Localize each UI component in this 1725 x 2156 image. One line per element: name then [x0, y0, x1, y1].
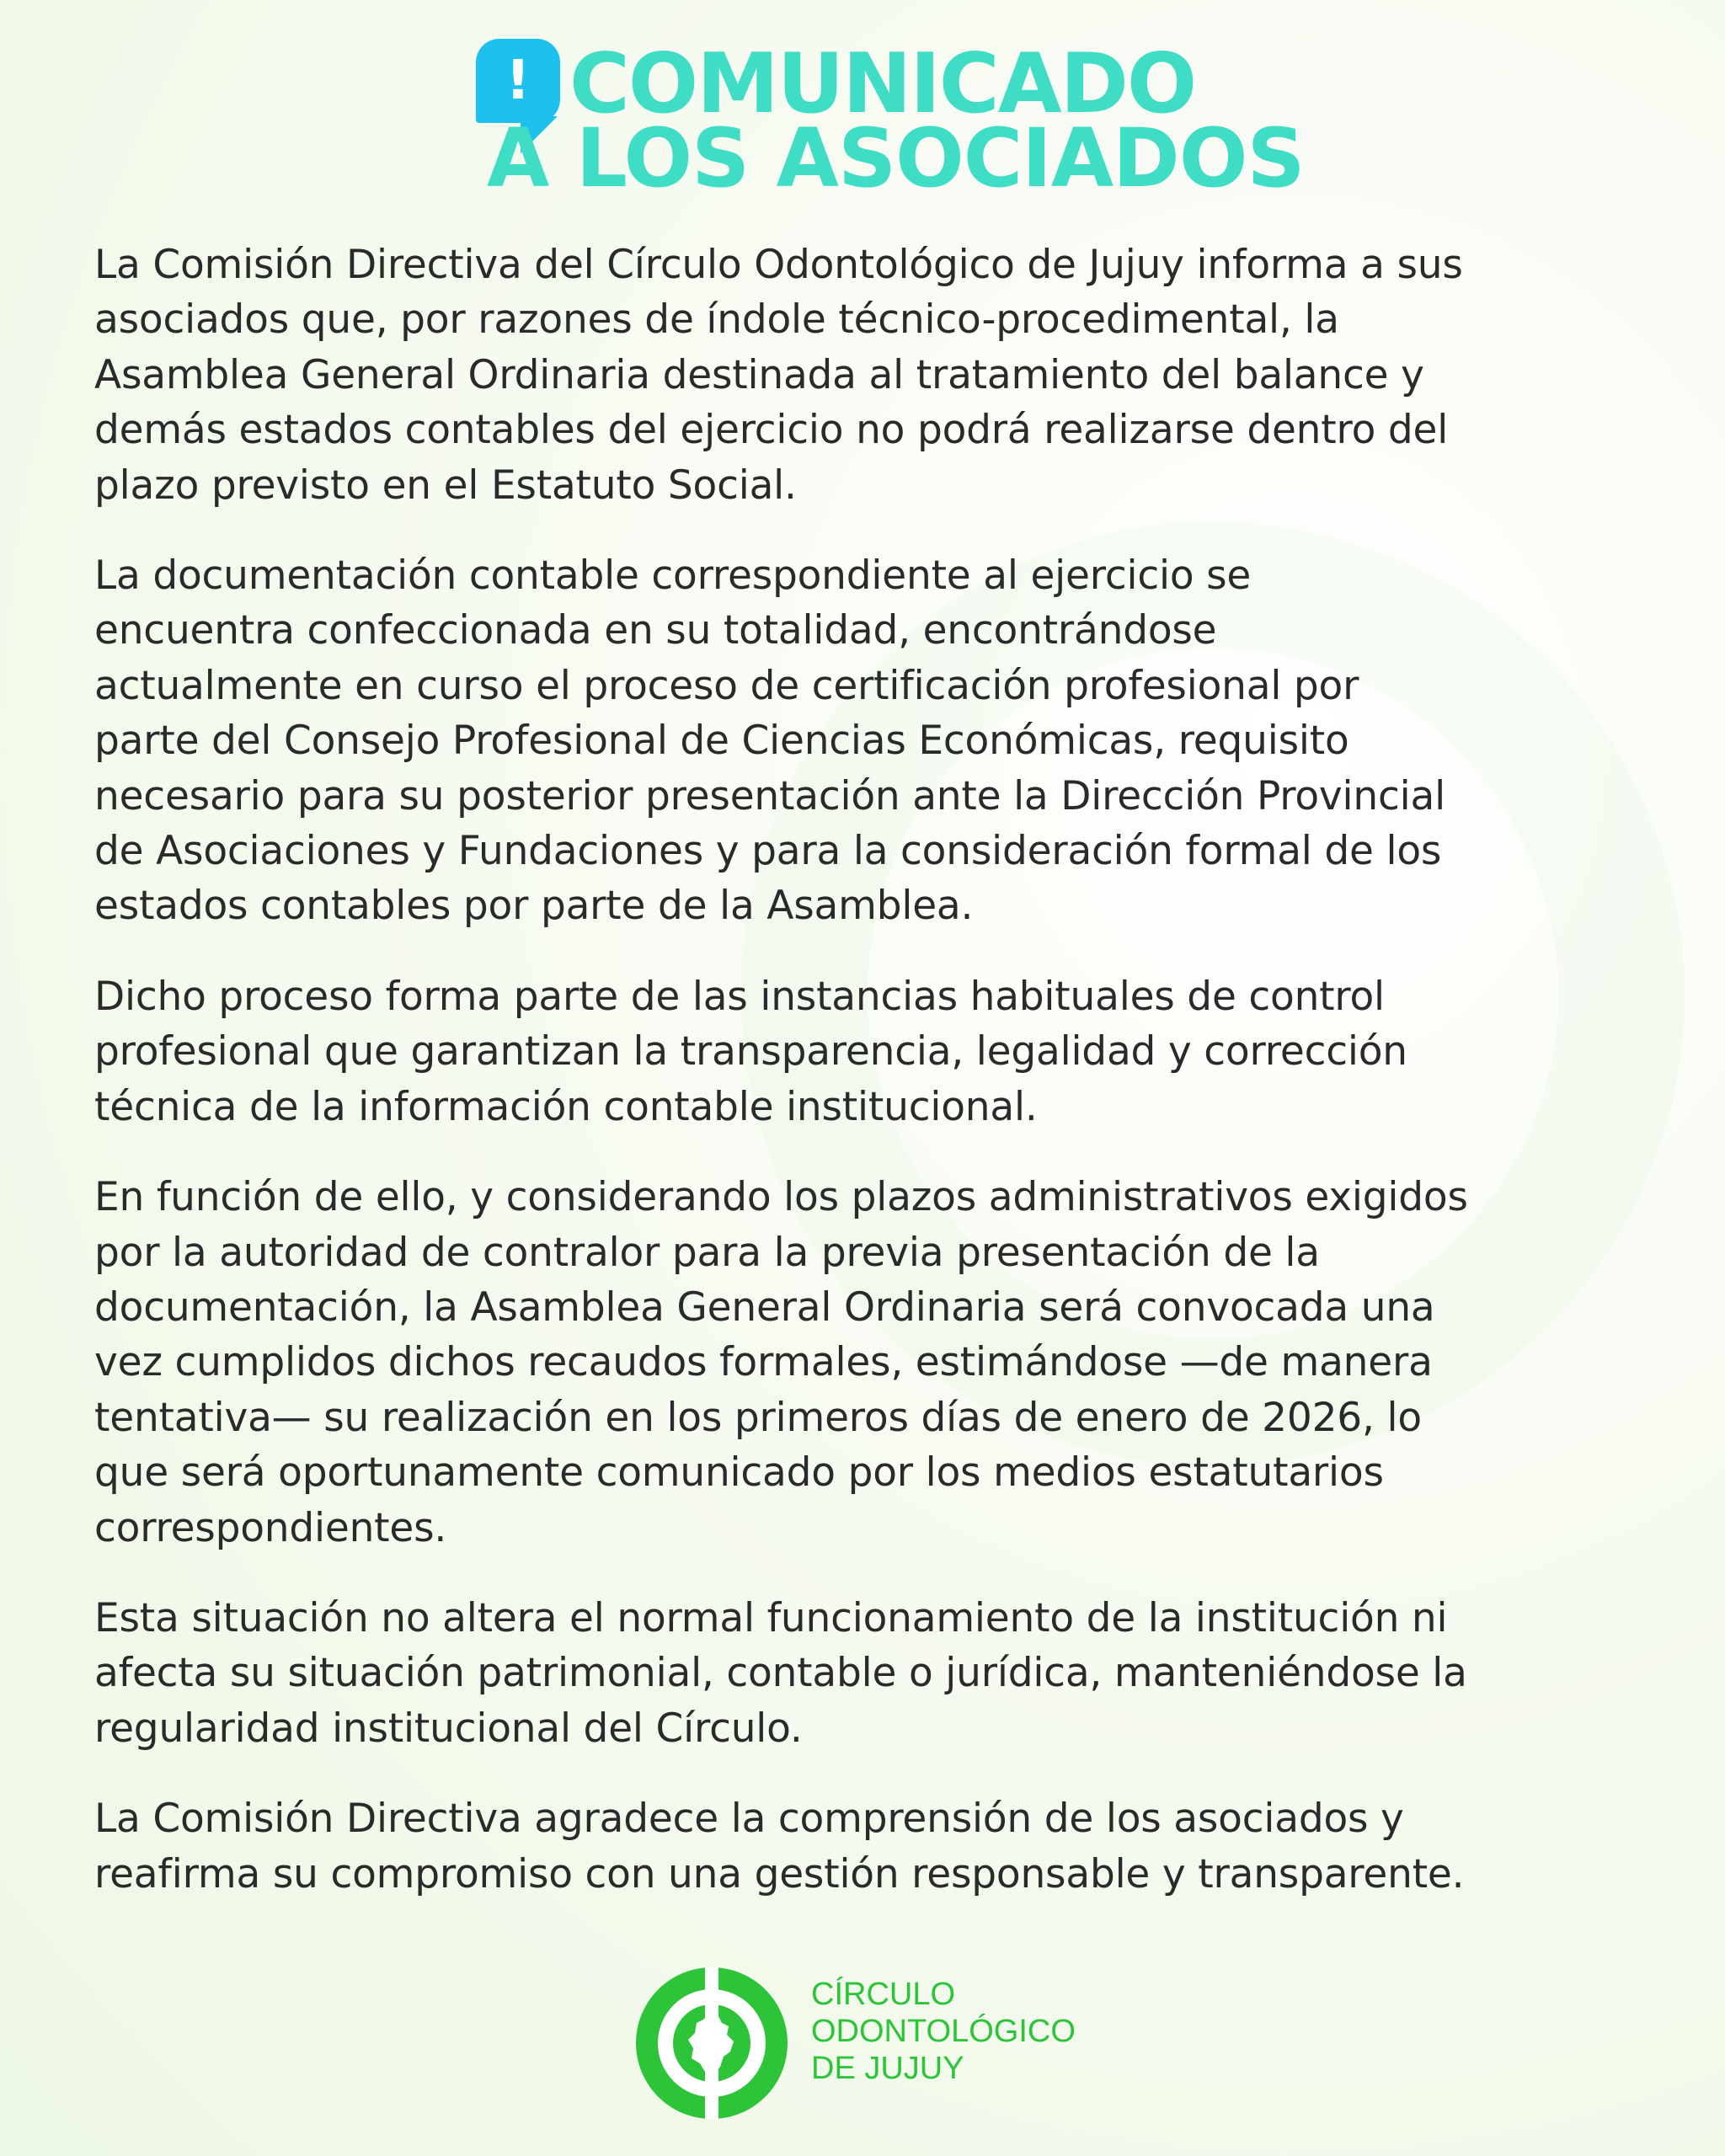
- paragraph-5: Esta situación no altera el normal funcionamiento de la institución ni afecta su situación patrimonial, contable o jurídica, manteniéndose la regularidad institucional del Círculo.: [94, 1594, 1467, 1752]
- logo-wordmark: [811, 1976, 1114, 2087]
- exclamation-icon: !: [505, 50, 531, 112]
- jujuy-map-icon: [685, 2011, 739, 2077]
- paragraph-1: La Comisión Directiva del Círculo Odontológico de Jujuy informa a sus asociados que, por razones de índole técnico-procedimental, la Asamblea General Ordinaria destinada al tratamiento del balance y demás estados contables del ejercicio no podrá realizarse dentro del plazo previsto en el Estatuto Social.: [94, 242, 1463, 509]
- logo-line2: ODONTOLÓGICO: [811, 2014, 1076, 2049]
- paragraph-4: En función de ello, y considerando los plazos administrativos exigidos por la autoridad de contralor para la previa presentación de la documentación, la Asamblea General Ordinaria será convocada una vez cumplidos dichos recaudos formales, estimándose —de manera tentativa— su realización en los primeros días de enero de 2026, lo que será oportunamente comunicado por los medios estatutarios correspondientes.: [94, 1174, 1468, 1551]
- logo-line3: DE JUJUY: [811, 2051, 964, 2086]
- paragraph-3: Dicho proceso forma parte de las instancias habituales de control profesional que garantizan la transparencia, legalidad y corrección técnica de la información contable institucional.: [94, 973, 1407, 1130]
- page-title-line2: [487, 111, 1305, 205]
- page-title-line2-rest: LOS ASOCIADOS: [575, 111, 1305, 205]
- paragraph-2: La documentación contable correspondiente al ejercicio se encuentra confeccionada en su totalidad, encontrándose actualmente en curso el proceso de certificación profesional por parte del Consejo Profesional de Ciencias Económicas, requisito necesario para su posterior presentación ante la Dirección Provincial de Asociaciones y Fundaciones y para la consideración formal de los estados contables por parte de la Asamblea.: [94, 552, 1445, 930]
- logo-ring-icon: [636, 1967, 788, 2119]
- page-title-line1: COMUNICADO: [569, 36, 1196, 132]
- page-title-line2-a: A: [487, 111, 549, 205]
- paragraph-6: La Comisión Directiva agradece la comprensión de los asociados y reafirma su compromiso con una gestión responsable y transparente.: [94, 1796, 1465, 1897]
- announcement-body: [94, 237, 1661, 1937]
- page-header: [0, 36, 1725, 205]
- logo-line1: CÍRCULO: [811, 1977, 956, 2012]
- institution-logo: [636, 1964, 1108, 2124]
